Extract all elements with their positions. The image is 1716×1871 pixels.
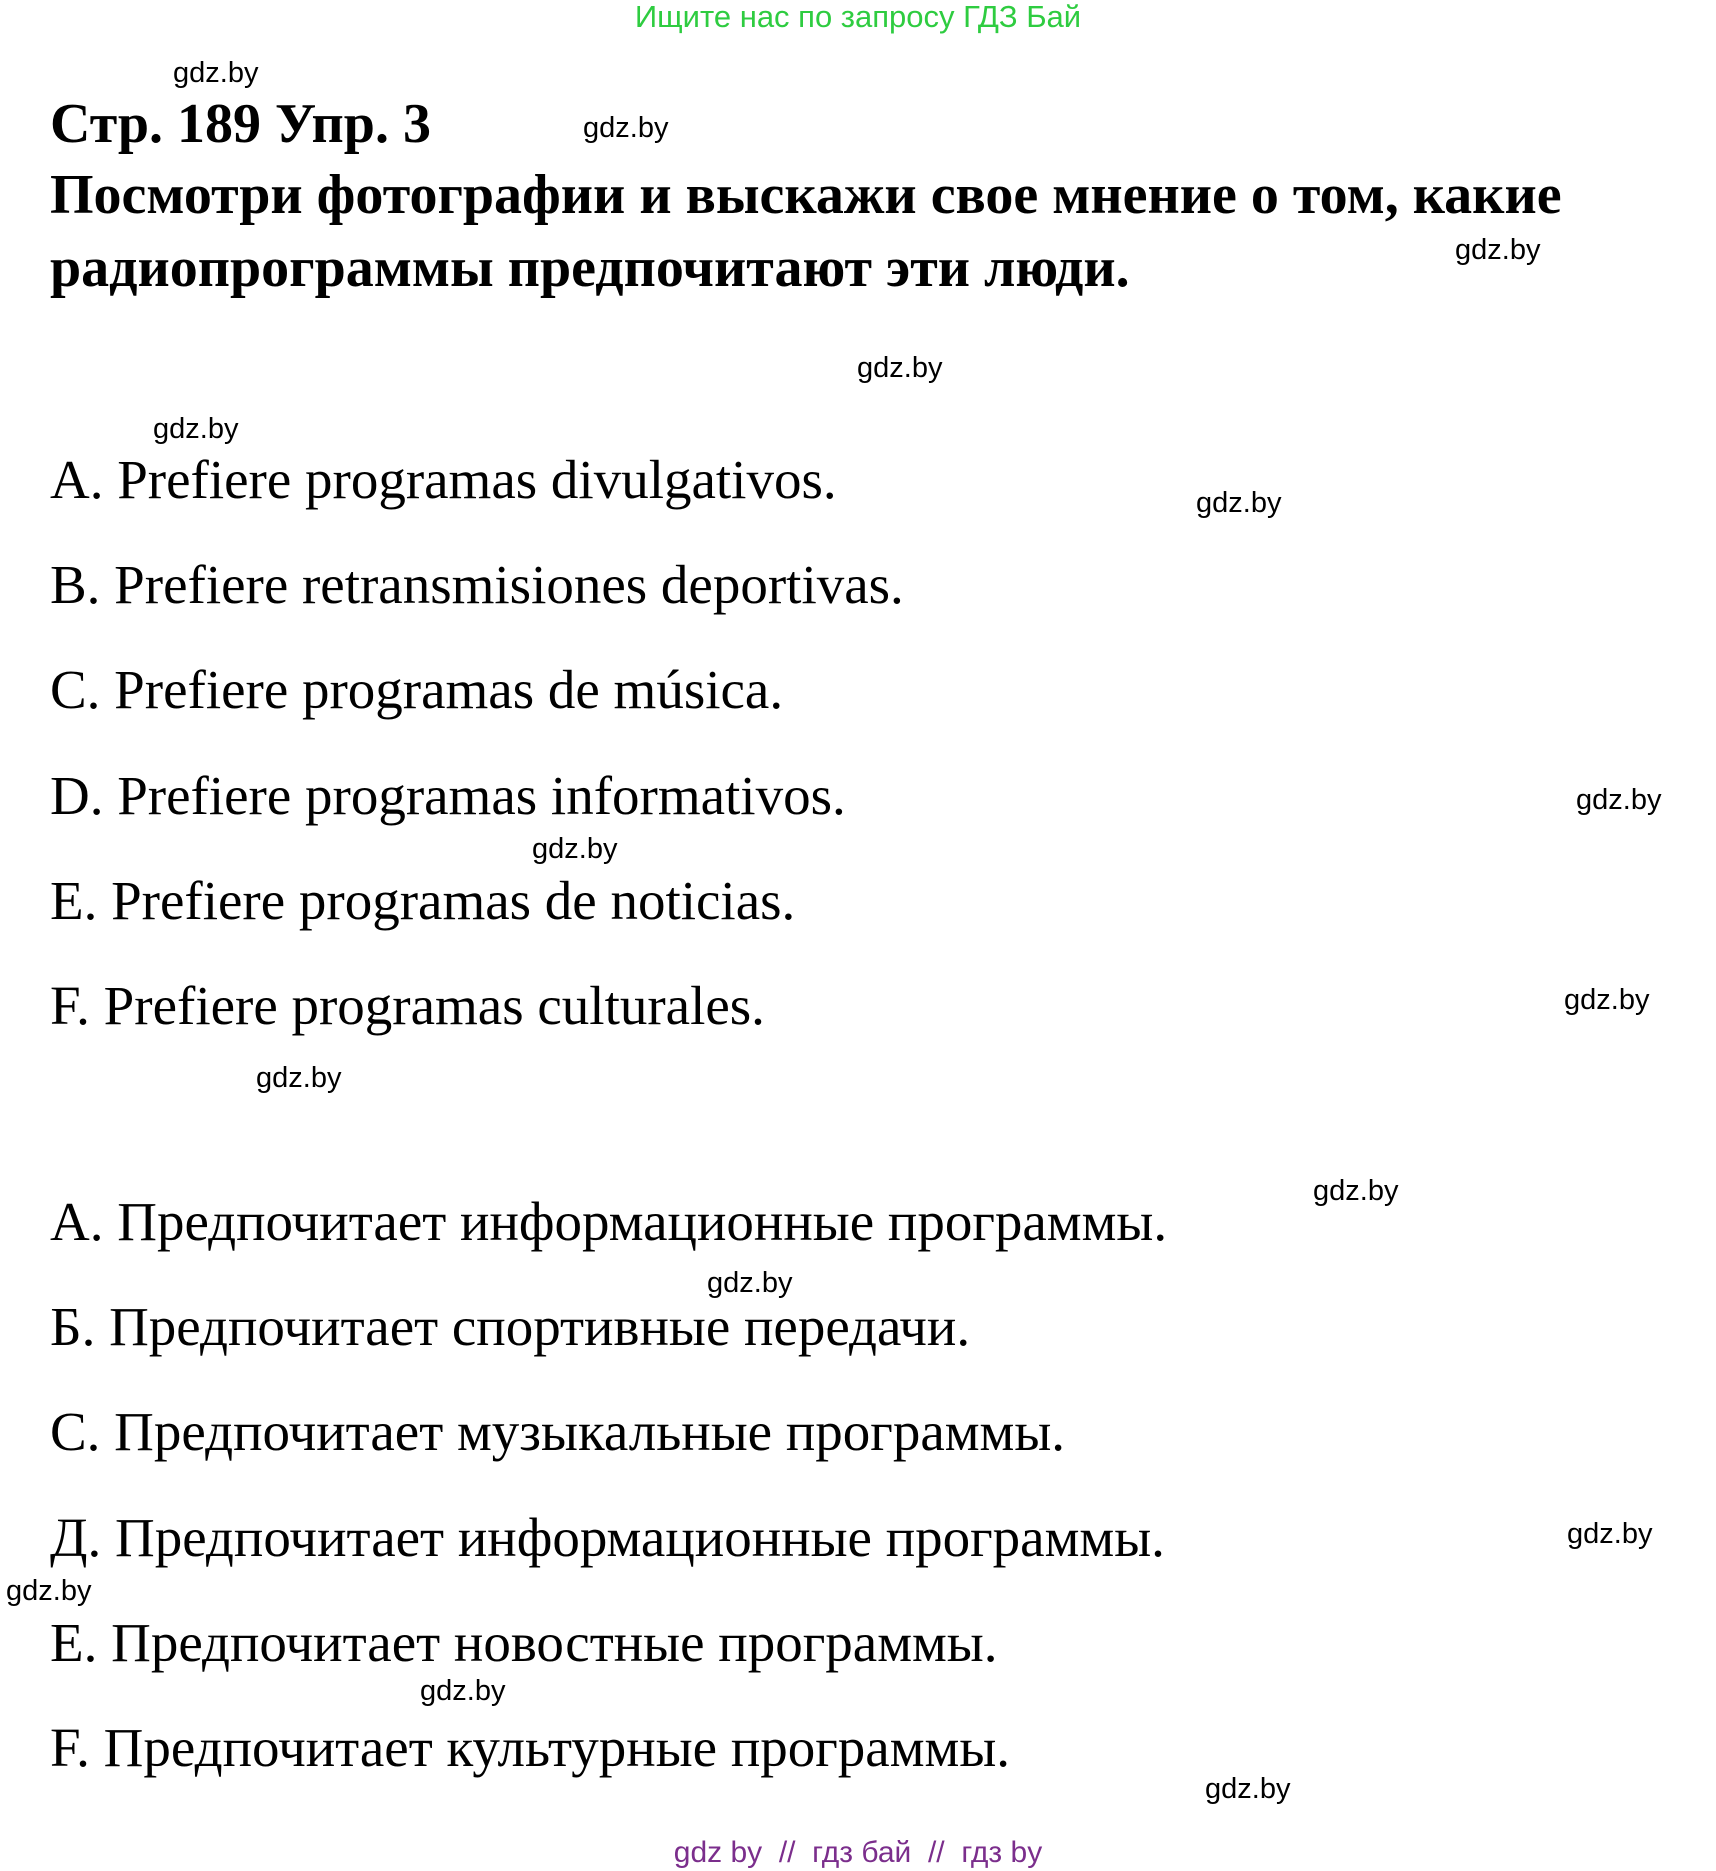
russian-item-b: Б. Предпочитает спортивные передачи.	[50, 1296, 971, 1357]
spanish-item-a: A. Prefiere programas divulgativos.	[50, 449, 837, 510]
task-line-2: радиопрограммы предпочитают эти люди.	[50, 237, 1130, 299]
russian-item-f: F. Предпочитает культурные программы.	[50, 1717, 1011, 1778]
top-banner: Ищите нас по запросу ГДЗ Бай	[634, 0, 1082, 34]
spanish-item-f: F. Prefiere programas culturales.	[50, 975, 765, 1036]
watermark: gdz.by	[420, 1675, 506, 1707]
watermark: gdz.by	[707, 1267, 793, 1299]
russian-item-e: Е. Предпочитает новостные программы.	[50, 1612, 998, 1673]
exercise-title: Стр. 189 Упр. 3	[50, 93, 431, 155]
watermark: gdz.by	[1196, 487, 1282, 519]
task-line-1: Посмотри фотографии и выскажи свое мнение о том, какие	[50, 164, 1562, 226]
footer-links: gdz by // гдз бай // гдз by	[673, 1836, 1043, 1869]
watermark: gdz.by	[532, 833, 618, 865]
russian-item-a: А. Предпочитает информационные программы.	[50, 1191, 1168, 1252]
watermark: gdz.by	[1313, 1175, 1399, 1207]
watermark: gdz.by	[173, 57, 259, 89]
spanish-item-b: B. Prefiere retransmisiones deportivas.	[50, 554, 904, 615]
russian-item-d: Д. Предпочитает информационные программы.	[50, 1507, 1165, 1568]
spanish-item-d: D. Prefiere programas informativos.	[50, 765, 846, 826]
russian-item-c: С. Предпочитает музыкальные программы.	[50, 1401, 1066, 1462]
watermark: gdz.by	[1567, 1518, 1653, 1550]
spanish-item-c: C. Prefiere programas de música.	[50, 659, 784, 720]
watermark: gdz.by	[1205, 1773, 1291, 1805]
watermark: gdz.by	[1576, 784, 1662, 816]
watermark: gdz.by	[256, 1062, 342, 1094]
watermark: gdz.by	[6, 1575, 92, 1607]
spanish-item-e: E. Prefiere programas de noticias.	[50, 870, 796, 931]
watermark: gdz.by	[1455, 234, 1541, 266]
watermark: gdz.by	[1564, 984, 1650, 1016]
watermark: gdz.by	[153, 413, 239, 445]
watermark: gdz.by	[583, 112, 669, 144]
watermark: gdz.by	[857, 352, 943, 384]
